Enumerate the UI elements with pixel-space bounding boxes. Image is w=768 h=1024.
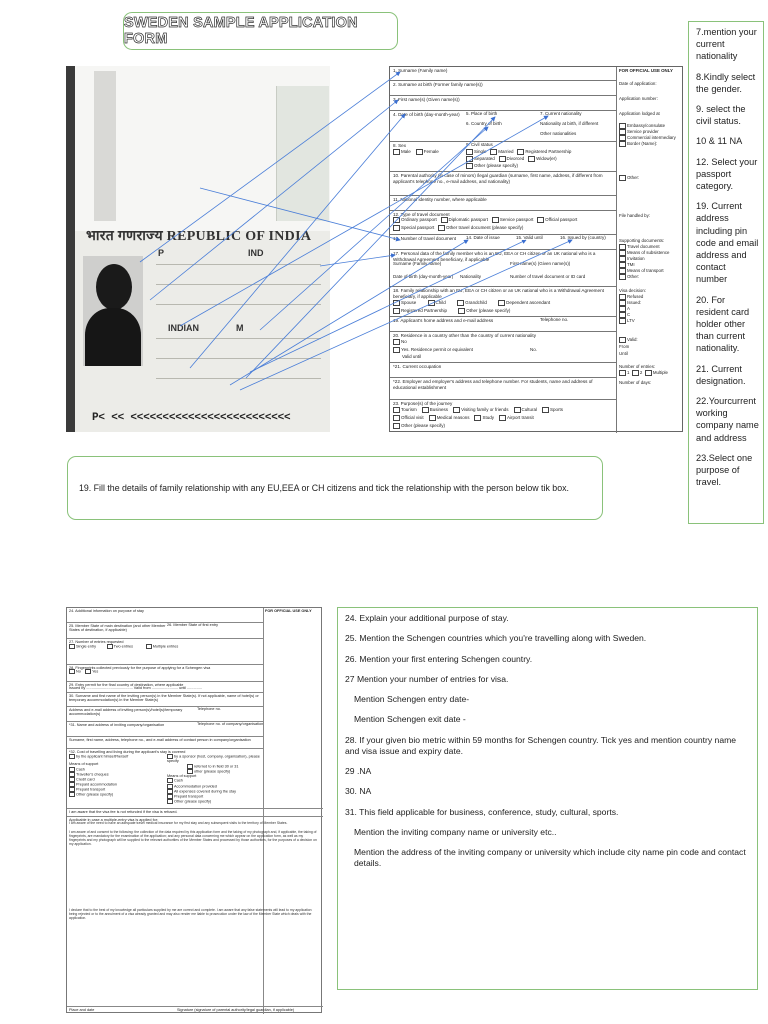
form-row: 10. Parental authority (in case of minors) /legal guardian (surname, first name, address, if different from applicant's telephone no., e-mail address, and nationality) [390, 171, 616, 172]
issued-by-label: 16. Issued by (country) [560, 235, 606, 240]
official-option: A [619, 306, 630, 312]
official-option: Embassy/consulate [619, 123, 665, 129]
official-label: Application lodged at [619, 111, 660, 116]
official-option: TMI [619, 262, 635, 268]
passport-sex: M [236, 323, 244, 333]
official-label: Number of days: [619, 380, 652, 385]
family-dob-label: Date of birth (day-month-year) [393, 274, 454, 279]
purpose-options-3: Other (please specify) [393, 423, 445, 429]
note-8: 8.Kindly select the gender. [696, 71, 756, 94]
telephone-label-2: Telephone no. [197, 707, 221, 711]
passport-heading: भारत गणराज्य REPUBLIC OF INDIA [86, 229, 312, 244]
residence-number-label: No. [530, 347, 538, 352]
form-row: 2. Surname at birth (Former family name(s)) [390, 80, 616, 81]
residence-yes: Yes. Residence permit or equivalent [393, 347, 473, 353]
telephone-company-label: Telephone no. of company/organisation [197, 722, 264, 726]
purpose-options-2: Official visit Medical reasons Study Airport transit [393, 415, 534, 421]
passport-mrz: P< << <<<<<<<<<<<<<<<<<<<<<<<<< [92, 412, 291, 424]
page-title: SWEDEN SAMPLE APPLICATION FORM [124, 15, 358, 47]
fingerprint-yes-checkbox[interactable] [85, 669, 91, 674]
signature-label: Signature (signature of parental authority/legal guardian, if applicable) [177, 1007, 295, 1012]
civil-status-options-3: Other (please specify) [466, 163, 518, 169]
civil-status-options-1: Single Married Registered Partnership [466, 149, 571, 155]
other-support-checkbox[interactable] [69, 792, 75, 797]
form-row: *22. Employer and employer's address and telephone number. For students, name and address of educational establishment [390, 377, 616, 378]
note-23: 23.Select one purpose of travel. [696, 452, 753, 488]
doc-options-2: Special passport Other travel document (please specify) [393, 225, 523, 231]
residence-no: No [393, 339, 407, 345]
official-option: Other: [619, 274, 639, 280]
relationship-options-1: Spouse Child Grandchild Dependent ascendant [393, 300, 550, 306]
official-label: Number of entries: [619, 364, 656, 369]
form-row: 18. Family relationship with an EU, EEA or CH citizen or an UK national who is a Withdrawal Agreement beneficiary, if applicable [390, 286, 616, 287]
form-row: Address and e-mail address of inviting person(s)/hotel(s)/temporary accommodation(s) [67, 706, 263, 707]
application-form-page-2: FOR OFFICIAL USE ONLY 24. Additional information on purpose of stay 25. Member State of main destination (and other Member States of destination, if applicable) 26. Member State of first entry 27. Number of entries requested Single entry Two entries Multiple entries 28. Fingerprints collected previously for the purpose of applying for a Schengen visa No Yes 29. Entry permit for the final country of destination, where applicable Issued by ............................................ Valid from ......................... until .............. 30. Surname and first name of the inviting person(s) in the Member State(s). If not applicable, name of hotel(s) or temporary accommodation(s) in the Member State(s) Address and e-mail address of inviting person(s)/hotel(s)/temporary accommodation(s) Telephone no. *31. Name and address of inviting company/organisation Telephone no. of company/organisation Surname, first name, address, telephone no., and e-mail address of contact person in company/organisation *32. Cost of travelling and living during the applicant's stay is covered by the applicant himself/herself Means of support Cash Traveller's cheques Credit card Prepaid accommodation Prepaid transport Other (please specify) by a sponsor (host, company, organisation), please specify referred to in field 30 or 31 other (please specify) Means of support Cash Accommodation provided All expenses covered during the stay Prepaid transport Other (please specify) I am aware that the visa fee is not refunded if the visa is refused. Applicable in case a multiple-entry visa is applied for: I am aware of the need to have an adequate travel medical insurance for my first stay and any subsequent visits to the territory of Member States. I am aware of and consent to the following: the collection of the data required by this application form and the taking of my photograph and, if applicable, the taking of fingerprints, are mandatory for the examination of the application; and any personal data concerning me which appear on the application form, as well as my fingerprints and my photograph will be supplied to the relevant authorities of the Member States and processed by those authorities, for the purposes of a decision on my application. I declare that to the best of my knowledge all particulars supplied by me are correct and complete. I am aware that any false statements will lead to my application being rejected or to the annulment of a visa already granted and may also render me liable to prosecution under the law of the Member State which deals with the application. Place and date Signature (signature of parental authority/legal guardian, if applicable) [66, 607, 322, 1013]
official-label: File handled by: [619, 213, 650, 218]
residence-valid-until-label: Valid until [402, 354, 422, 359]
form-row: *32. Cost of travelling and living during the applicant's stay is covered [67, 748, 263, 749]
fingerprint-no-checkbox[interactable] [69, 669, 75, 674]
form-row: 27. Number of entries requested [67, 638, 263, 639]
arrow-issued-by [240, 240, 572, 390]
explanation-item: Mention Schengen exit date - [354, 714, 466, 725]
declaration-insurance: I am aware of the need to have an adequate travel medical insurance for my first stay and any subsequent visits to the territory of Member States. [69, 821, 288, 825]
current-nationality-label: 7. Current nationality [540, 111, 582, 116]
official-option: Invitation [619, 256, 645, 262]
sex-options: Male Female [393, 149, 439, 155]
declaration-consent: I am aware of and consent to the following: the collection of the data required by this application form and the taking of my photograph and, if applicable, the taking of fingerprints, are mandatory for the examination of the application; and any personal data concerning me which appear on the application form, as well as my fingerprints and my photograph will be supplied to the relevant authorities of the Member States and processed by those authorities, for the purposes of a decision on my application. [69, 830, 317, 847]
other-nationalities-label: Other nationalities [540, 131, 577, 136]
official-option: Issued: [619, 300, 641, 306]
arrow-valid-until [250, 240, 526, 372]
official-use-header-2: FOR OFFICIAL USE ONLY [265, 609, 312, 613]
explanation-item: 29 .NA [345, 766, 372, 777]
by-applicant-checkbox[interactable] [69, 754, 75, 759]
multiple-entries-checkbox[interactable] [146, 644, 152, 649]
form-row: 4. Date of birth (day-month-year) [390, 110, 616, 141]
arrow-nationality [180, 116, 548, 326]
form-row: 8. Sex [390, 141, 616, 142]
sponsor-other-checkbox[interactable] [167, 799, 173, 804]
passport-country-code: IND [248, 248, 264, 258]
family-nationality-label: Nationality [460, 274, 482, 279]
fingerprint-options: No Yes [69, 669, 98, 674]
passport-type: P [158, 248, 165, 258]
official-label: Date of application: [619, 81, 657, 86]
explanation-item: 30. NA [345, 786, 372, 797]
field-19-callout [67, 456, 603, 520]
form-row: Surname, first name, address, telephone no., and e-mail address of contact person in company/organisation [67, 736, 263, 737]
arrow-country-of-birth [260, 127, 488, 330]
application-form-page-1: FOR OFFICIAL USE ONLY 1. Surname (Family name) 2. Surname at birth (Former family name(s)) 3. First name(s) (Given name(s)) 4. Date of birth (day-month-year) 5. Place of birth 6. Country of birth 7. Current nationality Nationality at birth, if different Other nationalities 8. Sex Male Female 9. Civil status Single Married Registered Partnership Separated Divorced Widow(er) Other (please specify) 10. Parental authority (in case of minors) /legal guardian (surname, first name, address, if different from applicant's telephone no., e-mail address, and nationality) 11. National identity number, where applicable 12. Type of travel document Ordinary passport Diplomatic passport Service passport Official passport Special passport Other travel document (please specify) 13. Number of travel document 14. Date of issue 15. Valid until 16. Issued by (country) 17. Personal data of the family member who is an EU, EEA or CH citizen or an UK national who is a Withdrawal Agreement beneficiary, if applicable Surname (Family name) First name(s) (Given name(s)) Date of birth (day-month-year) Nationality Number of travel document or ID card 18. Family relationship with an EU, EEA or CH citizen or an UK national who is a Withdrawal Agreement beneficiary, if applicable Spouse Child Grandchild Dependent ascendant Registered Partnership Other (please specify) 19. Applicant's home address and e-mail address Telephone no. 20. Residence in a country other than the country of current nationality No Yes. Residence permit or equivalent No. Valid until *21. Current occupation *22. Employer and employer's address and telephone number. For students, name and address of educational establishment 23. Purpose(s) of the journey Tourism Business Visiting family or friends Cultural Sports Official visit Medical reasons Study Airport transit Other (please specify) Date of application: Application number: Application lodged at Embassy/consulate Service provider Commercial intermediary Border (Name): Other: File handled by: Supporting documents: Travel document Means of subsistence Invitation TMI Means of transport Other: Visa decision: Refused Issued: A C LTV Valid: From Until Number of entries: 1 2 Multiple Number of days: [389, 66, 683, 432]
form-row: 19. Applicant's home address and e-mail address [390, 316, 616, 317]
civil-status-options-2: Separated Divorced Widow(er) [466, 156, 557, 162]
arrow-passport-number [200, 188, 400, 240]
note-12: 12. Select your passport category. [696, 156, 758, 192]
official-option: 1 2 Multiple [619, 370, 668, 376]
form-row: 25. Member State of main destination (and other Member States of destination, if applicable) [67, 622, 263, 623]
note-10-11: 10 & 11 NA [696, 136, 743, 147]
country-of-birth-label: 6. Country of birth [466, 121, 502, 126]
entry-permit-fields: Issued by ............................................ Valid from ......................... until .............. [69, 686, 202, 690]
note-9: 9. select the civil status. [696, 104, 746, 127]
form-row: *31. Name and address of inviting company/organisation [67, 721, 263, 722]
note-7: 7.mention your current nationality [696, 27, 757, 62]
cost-applicant-options: by the applicant himself/herself Means of support Cash Traveller's cheques Credit card Prepaid accommodation Prepaid transport Other (please specify) [69, 754, 129, 797]
arrow-surname [140, 72, 400, 262]
family-first-name-label: First name(s) (Given name(s)) [510, 261, 571, 266]
explanation-item: Mention the inviting company name or university etc.. [354, 826, 557, 837]
official-label: Application number: [619, 96, 658, 101]
official-option: Commercial intermediary [619, 135, 676, 141]
explanation-item: 24. Explain your additional purpose of stay. [345, 613, 509, 623]
explanation-item: Mention the address of the inviting company or university which include city name pin code and contact details. [354, 847, 746, 869]
official-option: LTV [619, 318, 635, 324]
official-option: Means of subsistence [619, 250, 669, 256]
official-label: Visa decision: [619, 288, 647, 293]
official-label: Until [619, 351, 628, 356]
form-row: I am aware that the visa fee is not refunded if the visa is refused. [67, 808, 323, 809]
form-row: *21. Current occupation [390, 362, 616, 363]
official-label: Supporting documents: [619, 238, 665, 243]
official-option: C [619, 312, 630, 318]
form-row: Applicable in case a multiple-entry visa is applied for: [67, 816, 323, 817]
place-of-birth-label: 5. Place of birth [466, 111, 498, 116]
official-option: Other: [619, 175, 639, 181]
form-row: 17. Personal data of the family member who is an EU, EEA or CH citizen or an UK national who is a Withdrawal Agreement beneficiary, if applicable [390, 249, 616, 250]
explanation-item: 25. Mention the Schengen countries which you're travelling along with Sweden. [345, 633, 647, 644]
doc-options-1: Ordinary passport Diplomatic passport Service passport Official passport [393, 217, 577, 223]
official-option: Refused [619, 294, 643, 300]
arrow-address [320, 255, 395, 266]
official-use-header: FOR OFFICIAL USE ONLY [619, 68, 673, 73]
form-row: 23. Purpose(s) of the journey [390, 399, 616, 400]
official-option: Service provider [619, 129, 659, 135]
form-row: 13. Number of travel document [390, 234, 616, 235]
passport-nationality: INDIAN [168, 323, 199, 333]
official-option: Travel document [619, 244, 660, 250]
family-doc-number-label: Number of travel document or ID card [510, 274, 586, 279]
official-option: Means of transport [619, 268, 664, 274]
declaration-correctness: I declare that to the best of my knowledge all particulars supplied by me are correct and complete. I am aware that any false statements will lead to my application being rejected or to the annulment of a visa already granted and may also render me liable to prosecution under the law of the Member State which deals with the application. [69, 908, 312, 921]
arrow-given-name [150, 100, 398, 300]
explanation-notes [337, 607, 758, 990]
explanation-item: 28. If your given bio metric within 59 months for Schengen country. Tick yes and mention country name and visa issue and expiry date. [345, 734, 737, 756]
relationship-options-2: Registered Partnership Other (please specify) [393, 308, 510, 314]
cost-sponsor-options: by a sponsor (host, company, organisation), please specify referred to in field 30 or 31 other (please specify) Means of support Cash Accommodation provided All expenses covered during the stay Prepaid transport Other (please specify) [167, 754, 260, 804]
note-19: 19. Current address including pin code and email address and contact number [696, 201, 759, 285]
explanation-item: 27 Mention your number of entries for visa. [345, 673, 509, 684]
telephone-label: Telephone no. [540, 317, 569, 322]
family-surname-label: Surname (Family name) [393, 261, 442, 266]
form-row: 30. Surname and first name of the inviting person(s) in the Member State(s). If not applicable, name of hotel(s) or temporary accommodation(s) in the Member State(s) [67, 692, 263, 693]
note-22: 22.Yourcurrent working company name and address [696, 396, 759, 443]
explanation-item: 31. This field applicable for business, conference, study, cultural, sports. [345, 806, 619, 817]
explanation-item: 26. Mention your first entering Schengen country. [345, 653, 533, 664]
form-row [67, 1006, 323, 1012]
entries-options: Single entry Two entries Multiple entries [69, 644, 178, 649]
purpose-options-1: Tourism Business Visiting family or friends Cultural Sports [393, 407, 563, 413]
form-row: 29. Entry permit for the final country of destination, where applicable [67, 681, 263, 682]
field-19-callout-text: 19. Fill the details of family relationship with any EU,EEA or CH citizens and tick the relationship with the person below tik box. [79, 483, 569, 493]
form-row: 12. Type of travel document [390, 210, 616, 211]
note-20: 20. For resident card holder other than current nationality. [696, 294, 750, 354]
first-entry-label: 26. Member State of first entry [167, 623, 219, 627]
place-and-date-label: Place and date [69, 1007, 95, 1012]
explanation-item: Mention Schengen entry date- [354, 694, 470, 705]
official-option: Border (Name): [619, 141, 657, 147]
two-entries-checkbox[interactable] [107, 644, 113, 649]
official-option: Valid: [619, 337, 638, 343]
single-entry-checkbox[interactable] [69, 644, 75, 649]
official-label: From [619, 344, 630, 349]
form-row: 20. Residence in a country other than the country of current nationality [390, 331, 616, 332]
form-row: 28. Fingerprints collected previously for the purpose of applying for a Schengen visa [67, 664, 263, 665]
form-row: 11. National identity number, where applicable [390, 195, 616, 196]
arrow-place-of-birth [246, 117, 495, 378]
valid-until-label: 15. Valid until [516, 235, 543, 240]
note-21: 21. Current designation. [696, 363, 746, 386]
nationality-at-birth-label: Nationality at birth, if different [540, 121, 599, 126]
date-of-issue-label: 14. Date of issue [466, 235, 500, 240]
form-row: 3. First name(s) (Given name(s)) [390, 95, 616, 96]
civil-status-label: 9. Civil status [466, 142, 493, 147]
